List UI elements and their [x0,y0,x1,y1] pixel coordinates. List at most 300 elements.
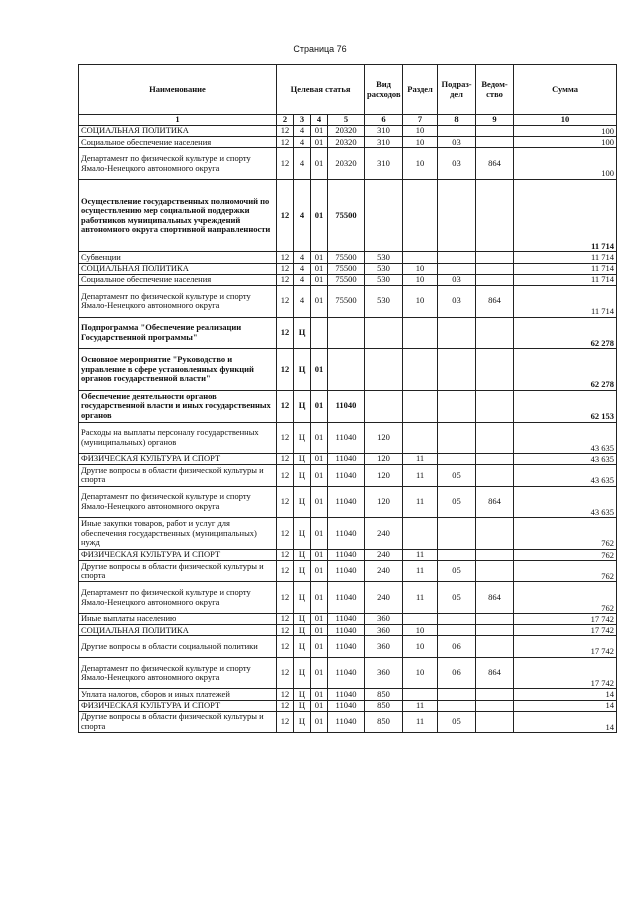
row-code-vr: 530 [365,263,403,274]
row-code-vd [476,126,514,137]
row-code-rz: 10 [403,137,438,148]
row-code-vr: 120 [365,454,403,465]
row-code-pr [438,126,476,137]
row-code-c3: 01 [311,689,328,700]
row-code-vr: 850 [365,711,403,732]
row-code-vr [365,179,403,251]
row-code-rz: 10 [403,263,438,274]
column-number: 9 [476,115,514,126]
row-code-pr: 03 [438,148,476,180]
row-code-c3 [311,317,328,349]
row-name: Департамент по физической культуре и спорту Ямало-Ненецкого автономного округа [79,657,277,689]
row-code-c3: 01 [311,636,328,657]
row-code-pr: 03 [438,285,476,317]
header-target: Целевая статья [277,65,365,115]
row-code-c3: 01 [311,711,328,732]
row-sum: 14 [514,689,617,700]
row-code-vr: 240 [365,582,403,614]
row-code-pr: 03 [438,274,476,285]
row-sum: 62 278 [514,349,617,391]
row-code-c1: 12 [277,561,294,582]
column-number: 3 [294,115,311,126]
row-code-c4: 11040 [328,636,365,657]
table-row [79,274,617,285]
row-code-c1: 12 [277,486,294,518]
row-code-c1: 12 [277,625,294,636]
row-sum: 17 742 [514,614,617,625]
table-row [79,614,617,625]
row-name: Расходы на выплаты персоналу государственных (муниципальных) органов [79,422,277,454]
row-code-vd [476,689,514,700]
row-code-vd [476,518,514,550]
row-code-c2: Ц [294,454,311,465]
row-code-c2: Ц [294,349,311,391]
header-row [79,65,617,115]
row-name: Другие вопросы в области физической культуры и спорта [79,711,277,732]
column-number: 6 [365,115,403,126]
row-code-vd [476,711,514,732]
row-code-c1: 12 [277,263,294,274]
row-code-rz: 11 [403,700,438,711]
row-name: ФИЗИЧЕСКАЯ КУЛЬТУРА И СПОРТ [79,549,277,560]
row-code-vr: 530 [365,285,403,317]
row-code-rz: 10 [403,126,438,137]
row-code-vd [476,700,514,711]
row-code-c3: 01 [311,657,328,689]
row-code-c2: Ц [294,561,311,582]
row-code-vr: 850 [365,700,403,711]
row-code-c4: 75500 [328,274,365,285]
row-code-c4: 11040 [328,561,365,582]
row-code-c4: 20320 [328,137,365,148]
row-sum: 762 [514,561,617,582]
row-sum: 62 278 [514,317,617,349]
row-name: СОЦИАЛЬНАЯ ПОЛИТИКА [79,126,277,137]
row-code-c2: Ц [294,711,311,732]
row-code-vr: 850 [365,689,403,700]
row-code-pr [438,454,476,465]
row-code-c4 [328,349,365,391]
row-code-c2: Ц [294,636,311,657]
table-row [79,263,617,274]
row-code-c3: 01 [311,582,328,614]
row-code-c1: 12 [277,657,294,689]
row-code-vd [476,263,514,274]
row-code-c3: 01 [311,561,328,582]
row-code-c1: 12 [277,137,294,148]
row-code-c3: 01 [311,625,328,636]
row-code-pr [438,317,476,349]
row-code-vr [365,390,403,422]
header-sum: Сумма [514,65,617,115]
row-code-pr [438,518,476,550]
table-row [79,137,617,148]
row-code-rz: 10 [403,657,438,689]
row-code-vr [365,317,403,349]
row-code-pr [438,422,476,454]
row-code-c1: 12 [277,518,294,550]
row-code-c2: 4 [294,148,311,180]
row-code-c2: Ц [294,422,311,454]
row-code-rz: 10 [403,285,438,317]
row-code-vd [476,390,514,422]
row-code-rz: 11 [403,549,438,560]
row-code-c1: 12 [277,317,294,349]
row-sum: 762 [514,582,617,614]
column-number: 1 [79,115,277,126]
row-code-rz: 10 [403,636,438,657]
row-code-c1: 12 [277,549,294,560]
row-name: Департамент по физической культуре и спорту Ямало-Ненецкого автономного округа [79,148,277,180]
row-sum: 17 742 [514,625,617,636]
row-code-c1: 12 [277,454,294,465]
row-code-pr [438,549,476,560]
row-name: Социальное обеспечение населения [79,137,277,148]
row-sum: 14 [514,711,617,732]
row-code-c4: 75500 [328,285,365,317]
table-row [79,465,617,486]
row-code-c3: 01 [311,263,328,274]
column-number: 5 [328,115,365,126]
row-code-pr: 05 [438,711,476,732]
row-code-pr [438,614,476,625]
row-name: Другие вопросы в области социальной политики [79,636,277,657]
row-code-vd [476,625,514,636]
row-code-rz [403,349,438,391]
row-code-vd [476,614,514,625]
row-code-vd [476,561,514,582]
row-code-c4: 11040 [328,454,365,465]
row-code-c1: 12 [277,700,294,711]
table-row [79,179,617,251]
row-code-c4: 20320 [328,148,365,180]
row-code-c2: Ц [294,700,311,711]
header-expense: Вид расходов [365,65,403,115]
row-code-c2: Ц [294,689,311,700]
table-row [79,582,617,614]
row-code-c3: 01 [311,614,328,625]
row-code-c3: 01 [311,349,328,391]
row-code-pr [438,252,476,263]
row-code-c3: 01 [311,700,328,711]
row-code-c2: Ц [294,518,311,550]
row-code-vd [476,317,514,349]
row-code-vr: 530 [365,252,403,263]
row-code-c3: 01 [311,454,328,465]
page-title: Страница 76 [293,44,347,54]
row-name: Субвенции [79,252,277,263]
row-code-c1: 12 [277,614,294,625]
table-row [79,285,617,317]
row-code-rz: 11 [403,582,438,614]
row-code-c2: Ц [294,465,311,486]
row-code-c4: 11040 [328,711,365,732]
row-code-c1: 12 [277,148,294,180]
table-row [79,486,617,518]
row-code-vd [476,549,514,560]
row-code-vr: 530 [365,274,403,285]
table-row [79,349,617,391]
table-row [79,422,617,454]
row-code-c4: 75500 [328,263,365,274]
row-code-vr: 310 [365,137,403,148]
header-subsection: Подраз-дел [438,65,476,115]
row-code-rz: 10 [403,274,438,285]
row-code-c3: 01 [311,518,328,550]
row-name: ФИЗИЧЕСКАЯ КУЛЬТУРА И СПОРТ [79,700,277,711]
row-code-vd: 864 [476,657,514,689]
row-code-c4: 11040 [328,582,365,614]
row-code-pr: 06 [438,657,476,689]
column-number: 10 [514,115,617,126]
row-sum: 17 742 [514,657,617,689]
row-code-c4: 11040 [328,689,365,700]
row-code-c3: 01 [311,285,328,317]
row-code-pr [438,689,476,700]
row-code-pr: 05 [438,561,476,582]
row-name: Подпрограмма "Обеспечение реализации Государственной программы" [79,317,277,349]
header-name: Наименование [79,65,277,115]
row-code-pr [438,179,476,251]
row-code-c2: 4 [294,137,311,148]
row-name: Основное мероприятие "Руководство и управление в сфере установленных функций органов государственной власти" [79,349,277,391]
row-code-c1: 12 [277,252,294,263]
row-code-vd [476,465,514,486]
row-sum: 762 [514,518,617,550]
column-number: 7 [403,115,438,126]
row-code-vr: 120 [365,422,403,454]
row-code-vr: 360 [365,657,403,689]
header-section: Раздел [403,65,438,115]
row-sum: 43 635 [514,465,617,486]
row-code-vr: 240 [365,561,403,582]
budget-table [78,64,617,733]
table-body [79,126,617,733]
row-name: СОЦИАЛЬНАЯ ПОЛИТИКА [79,625,277,636]
row-code-vr [365,349,403,391]
row-sum: 762 [514,549,617,560]
row-code-vd [476,137,514,148]
row-code-vr: 360 [365,636,403,657]
row-code-c4: 11040 [328,465,365,486]
row-code-vd [476,179,514,251]
row-code-c4: 11040 [328,625,365,636]
row-code-pr [438,390,476,422]
row-code-rz: 11 [403,486,438,518]
row-code-vr: 360 [365,625,403,636]
row-sum: 11 714 [514,285,617,317]
row-sum: 100 [514,137,617,148]
row-code-c2: 4 [294,274,311,285]
row-code-vd: 864 [476,148,514,180]
row-code-pr: 05 [438,486,476,518]
row-code-c2: Ц [294,317,311,349]
row-name: Департамент по физической культуре и спорту Ямало-Ненецкого автономного округа [79,285,277,317]
row-code-pr: 05 [438,465,476,486]
row-sum: 11 714 [514,274,617,285]
row-code-c3: 01 [311,274,328,285]
row-code-c4: 11040 [328,549,365,560]
table-row [79,689,617,700]
row-code-vd [476,252,514,263]
row-code-vr: 240 [365,549,403,560]
row-code-c4: 11040 [328,422,365,454]
row-code-rz [403,422,438,454]
row-code-c3: 01 [311,179,328,251]
row-code-vr: 120 [365,465,403,486]
row-code-c2: 4 [294,285,311,317]
row-code-c2: Ц [294,582,311,614]
row-name: Осуществление государственных полномочий по осуществлению мер социальной поддержки работников муниципальных учреждений автономного округа спортивной направленности [79,179,277,251]
row-sum: 100 [514,126,617,137]
row-code-vd: 864 [476,582,514,614]
table-row [79,252,617,263]
row-sum: 11 714 [514,252,617,263]
row-sum: 62 153 [514,390,617,422]
row-code-c4: 11040 [328,614,365,625]
header-department: Ведом-ство [476,65,514,115]
row-code-pr: 06 [438,636,476,657]
row-code-rz [403,179,438,251]
row-code-vr: 310 [365,148,403,180]
row-code-rz: 10 [403,625,438,636]
row-code-c2: Ц [294,614,311,625]
row-code-c1: 12 [277,582,294,614]
row-code-c1: 12 [277,465,294,486]
row-sum: 43 635 [514,486,617,518]
row-code-c4: 11040 [328,518,365,550]
row-code-c2: 4 [294,263,311,274]
table-row [79,126,617,137]
row-code-vd: 864 [476,486,514,518]
row-code-rz: 11 [403,454,438,465]
column-number-row [79,115,617,126]
row-code-c3: 01 [311,148,328,180]
row-code-rz [403,317,438,349]
row-code-c1: 12 [277,390,294,422]
row-name: Департамент по физической культуре и спорту Ямало-Ненецкого автономного округа [79,486,277,518]
row-sum: 100 [514,148,617,180]
row-code-c2: Ц [294,390,311,422]
row-code-c4: 75500 [328,179,365,251]
row-name: Обеспечение деятельности органов государственной власти и иных государственных органов [79,390,277,422]
column-number: 4 [311,115,328,126]
row-code-pr [438,700,476,711]
row-code-c1: 12 [277,422,294,454]
row-code-rz [403,614,438,625]
row-code-rz: 11 [403,465,438,486]
row-code-c2: Ц [294,625,311,636]
table-row [79,711,617,732]
row-sum: 17 742 [514,636,617,657]
row-code-vr: 120 [365,486,403,518]
table-row [79,636,617,657]
row-code-rz [403,390,438,422]
table-row [79,625,617,636]
row-sum: 14 [514,700,617,711]
row-code-c2: Ц [294,657,311,689]
table-row [79,454,617,465]
row-code-pr [438,625,476,636]
row-name: Иные закупки товаров, работ и услуг для обеспечения государственных (муниципальных) нужд [79,518,277,550]
row-code-c3: 01 [311,126,328,137]
row-name: Другие вопросы в области физической культуры и спорта [79,465,277,486]
row-code-rz [403,518,438,550]
row-code-c4: 11040 [328,657,365,689]
row-code-c3: 01 [311,486,328,518]
row-code-rz [403,252,438,263]
row-sum: 43 635 [514,422,617,454]
row-code-vr: 310 [365,126,403,137]
row-code-c4 [328,317,365,349]
row-name: Иные выплаты населению [79,614,277,625]
row-code-vd [476,349,514,391]
row-code-rz: 10 [403,148,438,180]
row-code-c3: 01 [311,390,328,422]
row-code-c1: 12 [277,285,294,317]
table-row [79,390,617,422]
row-code-c1: 12 [277,274,294,285]
row-sum: 11 714 [514,179,617,251]
row-code-rz: 11 [403,711,438,732]
row-code-c1: 12 [277,711,294,732]
row-code-c4: 11040 [328,390,365,422]
row-code-c2: 4 [294,179,311,251]
row-code-c1: 12 [277,636,294,657]
row-code-pr [438,263,476,274]
row-code-c2: Ц [294,486,311,518]
row-code-c4: 11040 [328,486,365,518]
row-code-c3: 01 [311,252,328,263]
row-code-rz [403,689,438,700]
column-number: 8 [438,115,476,126]
table-row [79,700,617,711]
row-name: Социальное обеспечение населения [79,274,277,285]
row-name: ФИЗИЧЕСКАЯ КУЛЬТУРА И СПОРТ [79,454,277,465]
table-row [79,317,617,349]
row-name: Другие вопросы в области физической культуры и спорта [79,561,277,582]
table-row [79,518,617,550]
row-code-c4: 11040 [328,700,365,711]
row-code-c2: 4 [294,126,311,137]
table-row [79,657,617,689]
row-code-vd [476,274,514,285]
column-number: 2 [277,115,294,126]
row-code-vd [476,636,514,657]
row-code-c1: 12 [277,126,294,137]
row-code-c4: 20320 [328,126,365,137]
row-sum: 43 635 [514,454,617,465]
row-code-c3: 01 [311,422,328,454]
row-code-c1: 12 [277,179,294,251]
row-code-c3: 01 [311,137,328,148]
row-code-c2: Ц [294,549,311,560]
table-row [79,148,617,180]
row-code-vd [476,454,514,465]
row-code-vd: 864 [476,285,514,317]
row-code-pr [438,349,476,391]
table-row [79,561,617,582]
row-name: СОЦИАЛЬНАЯ ПОЛИТИКА [79,263,277,274]
row-code-pr: 05 [438,582,476,614]
row-code-c4: 75500 [328,252,365,263]
row-code-pr: 03 [438,137,476,148]
row-code-c2: 4 [294,252,311,263]
table-row [79,549,617,560]
row-code-vd [476,422,514,454]
row-sum: 11 714 [514,263,617,274]
row-code-c1: 12 [277,689,294,700]
